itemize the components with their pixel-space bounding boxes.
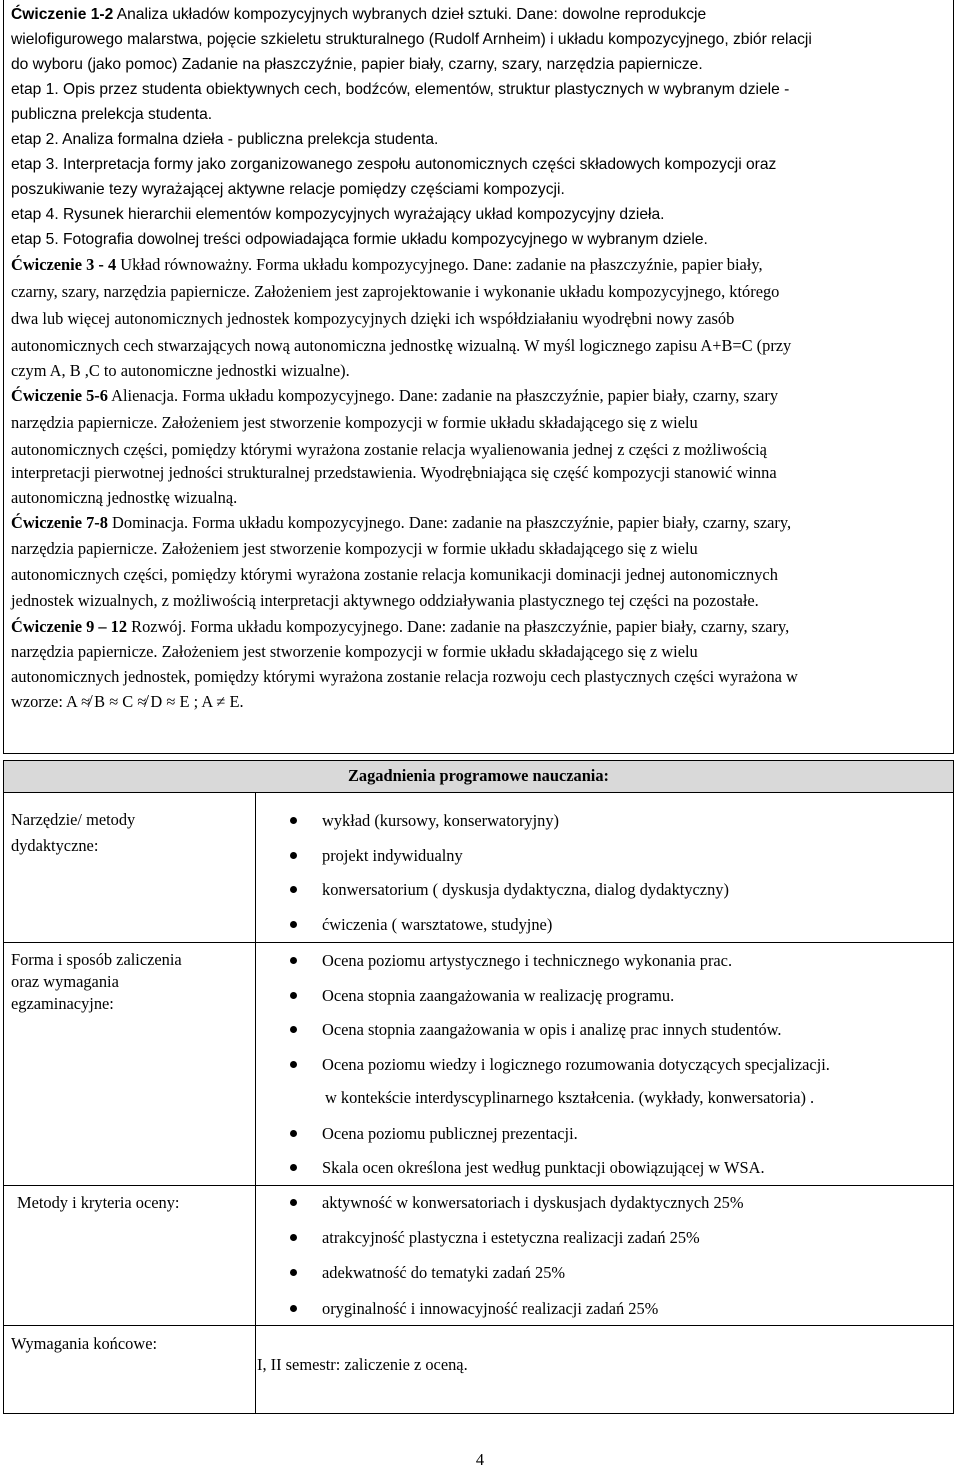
text-line: publiczna prelekcja studenta. [11, 106, 213, 123]
list-item: atrakcyjność plastyczna i estetyczna realizacji zadań 25% [322, 1228, 700, 1247]
bullet-icon [290, 817, 297, 824]
text-line: jednostek wizualnych, z możliwością interpretacji aktywnego oddziaływania plastycznego tej części na pozostałe. [11, 591, 759, 610]
exercise-9-12-line: Ćwiczenie 9 – 12 Rozwój. Forma układu kompozycyjnego. Dane: zadanie na płaszczyźnie, papier biały, czarny, szary, [11, 617, 790, 636]
exercise-3-4-title: Ćwiczenie 3 - 4 [11, 255, 117, 274]
text-line: do wyboru (jako pomoc) Zadanie na płaszczyźnie, papier biały, czarny, szary, narzędzia papiernicze. [11, 56, 703, 73]
exercise-3-4-line: Ćwiczenie 3 - 4 Układ równoważny. Forma układu kompozycyjnego. Dane: zadanie na płaszczyźnie, papier biały, [11, 255, 763, 274]
stage-4-line: etap 4. Rysunek hierarchii elementów kompozycyjnych wyrażający układ kompozycyjny dzieła. [11, 206, 665, 223]
page-number: 4 [475, 1450, 485, 1469]
exercise-5-6-title: Ćwiczenie 5-6 [11, 386, 108, 405]
stage-2-line: etap 2. Analiza formalna dzieła - publiczna prelekcja studenta. [11, 131, 439, 148]
text-line: autonomicznych jednostek, pomiędzy którymi wyrażona zostanie relacja rozwoju cech plastycznych części wyrażona w [11, 667, 798, 686]
list-item: Ocena poziomu wiedzy i logicznego rozumowania dotyczących specjalizacji. [322, 1055, 830, 1074]
table-row-divider [3, 1185, 954, 1186]
tools-methods-label: Narzędzie/ metody dydaktyczne: [11, 810, 136, 855]
table-column-divider [255, 792, 256, 1413]
final-requirements-label: Wymagania końcowe: [11, 1334, 158, 1353]
text-line: interpretacji pierwotnej jedności strukturalnej przedstawienia. Wyodrębniająca się część kompozycji stanowić winna [11, 463, 777, 482]
table-row-divider [3, 942, 954, 943]
formula-line: wzorze: A ≉ B ≈ C ≉ D ≈ E ; A ≠ E. [11, 692, 244, 711]
list-item: aktywność w konwersatoriach i dyskusjach dydaktycznych 25% [322, 1193, 744, 1212]
bullet-icon [290, 1269, 297, 1276]
text-line: czarny, szary, narzędzia papiernicze. Założeniem jest zaprojektowanie i wykonanie układu kompozycyjnego, którego [11, 282, 780, 301]
list-item: projekt indywidualny [322, 846, 463, 865]
exercise-1-2-title: Ćwiczenie 1-2 [11, 6, 114, 23]
list-item: Skala ocen określona jest według punktacji obowiązującej w WSA. [322, 1158, 765, 1177]
text-line: narzędzia papiernicze. Założeniem jest stworzenie kompozycji w formie układu składającego się z wielu [11, 642, 698, 661]
bullet-icon [290, 992, 297, 999]
text-line: narzędzia papiernicze. Założeniem jest stworzenie kompozycji w formie układu składającego się z wielu [11, 413, 698, 432]
bullet-icon [290, 1130, 297, 1137]
list-item: Ocena poziomu artystycznego i technicznego wykonania prac. [322, 951, 733, 970]
bullet-icon [290, 1199, 297, 1206]
exercise-7-8-title: Ćwiczenie 7-8 [11, 513, 108, 532]
assessment-form-label: Forma i sposób zaliczenia oraz wymagania egzaminacyjne: [11, 950, 182, 1013]
bullet-icon [290, 852, 297, 859]
bullet-icon [290, 1305, 297, 1312]
list-item: Ocena poziomu publicznej prezentacji. [322, 1124, 578, 1143]
text-line: czym A, B ,C to autonomiczne jednostki wizualne). [11, 361, 350, 380]
stage-3-line: etap 3. Interpretacja formy jako zorganizowanego zespołu autonomicznych części składowych kompozycji oraz [11, 156, 777, 173]
final-requirements-value: I, II semestr: zaliczenie z oceną. [257, 1355, 468, 1374]
list-item: ćwiczenia ( warsztatowe, studyjne) [322, 915, 553, 934]
text-line: dwa lub więcej autonomicznych jednostek kompozycyjnych dzięki ich współdziałaniu wyodrębni nowy zasób [11, 309, 735, 328]
bullet-icon [290, 1026, 297, 1033]
list-item: adekwatność do tematyki zadań 25% [322, 1263, 566, 1282]
text-line: poszukiwanie tezy wyrażającej aktywne relacje pomiędzy częściami kompozycji. [11, 181, 565, 198]
list-item-continuation: w kontekście interdyscyplinarnego kształcenia. (wykłady, konwersatoria) . [325, 1088, 815, 1107]
bullet-icon [290, 886, 297, 893]
exercise-7-8-line: Ćwiczenie 7-8 Dominacja. Forma układu kompozycyjnego. Dane: zadanie na płaszczyźnie, papier biały, czarny, szary, [11, 513, 792, 532]
table-row-divider [3, 1325, 954, 1326]
text-line: narzędzia papiernicze. Założeniem jest stworzenie kompozycji w formie układu składającego się z wielu [11, 539, 698, 558]
bullet-icon [290, 957, 297, 964]
exercise-9-12-title: Ćwiczenie 9 – 12 [11, 617, 128, 636]
bullet-icon [290, 1164, 297, 1171]
exercise-1-2-line: Ćwiczenie 1-2 Analiza układów kompozycyjnych wybranych dzieł sztuki. Dane: dowolne reprodukcje [11, 6, 707, 23]
exercise-5-6-line: Ćwiczenie 5-6 Alienacja. Forma układu kompozycyjnego. Dane: zadanie na płaszczyźnie, papier biały, czarny, szary [11, 386, 779, 405]
assessment-criteria-label: Metody i kryteria oceny: [17, 1193, 180, 1212]
list-item: oryginalność i innowacyjność realizacji zadań 25% [322, 1299, 659, 1318]
list-item: Ocena stopnia zaangażowania w opis i analizę prac innych studentów. [322, 1020, 782, 1039]
bullet-icon [290, 1061, 297, 1068]
list-item: konwersatorium ( dyskusja dydaktyczna, dialog dydaktyczny) [322, 880, 729, 899]
text-line: autonomicznych cech stwarzających nową autonomiczna jednostkę wizualną. W myśl logicznego zapisu A+B=C (przy [11, 336, 792, 355]
text-line: autonomiczną jednostkę wizualną. [11, 488, 238, 507]
stage-1-line: etap 1. Opis przez studenta obiektywnych cech, bodźców, elementów, struktur plastycznych w wybranym dziele - [11, 81, 790, 98]
text-line: autonomicznych części, pomiędzy którymi wyrażona zostanie relacja komunikacji dominacji jednej autonomicznych [11, 565, 778, 584]
curriculum-topics-header: Zagadnienia programowe nauczania: [3, 760, 954, 793]
list-item: Ocena stopnia zaangażowania w realizację programu. [322, 986, 675, 1005]
text-line: autonomicznych części, pomiędzy którymi wyrażona zostanie relacja wyalienowania jednej z części z możliwością [11, 440, 767, 459]
list-item: wykład (kursowy, konserwatoryjny) [322, 811, 560, 830]
bullet-icon [290, 1234, 297, 1241]
stage-5-line: etap 5. Fotografia dowolnej treści odpowiadająca formie układu kompozycyjnego w wybranym dziele. [11, 231, 708, 248]
text-line: wielofigurowego malarstwa, pojęcie szkieletu strukturalnego (Rudolf Arnheim) i układu kompozycyjnego, zbiór relacji [11, 31, 812, 48]
bullet-icon [290, 921, 297, 928]
